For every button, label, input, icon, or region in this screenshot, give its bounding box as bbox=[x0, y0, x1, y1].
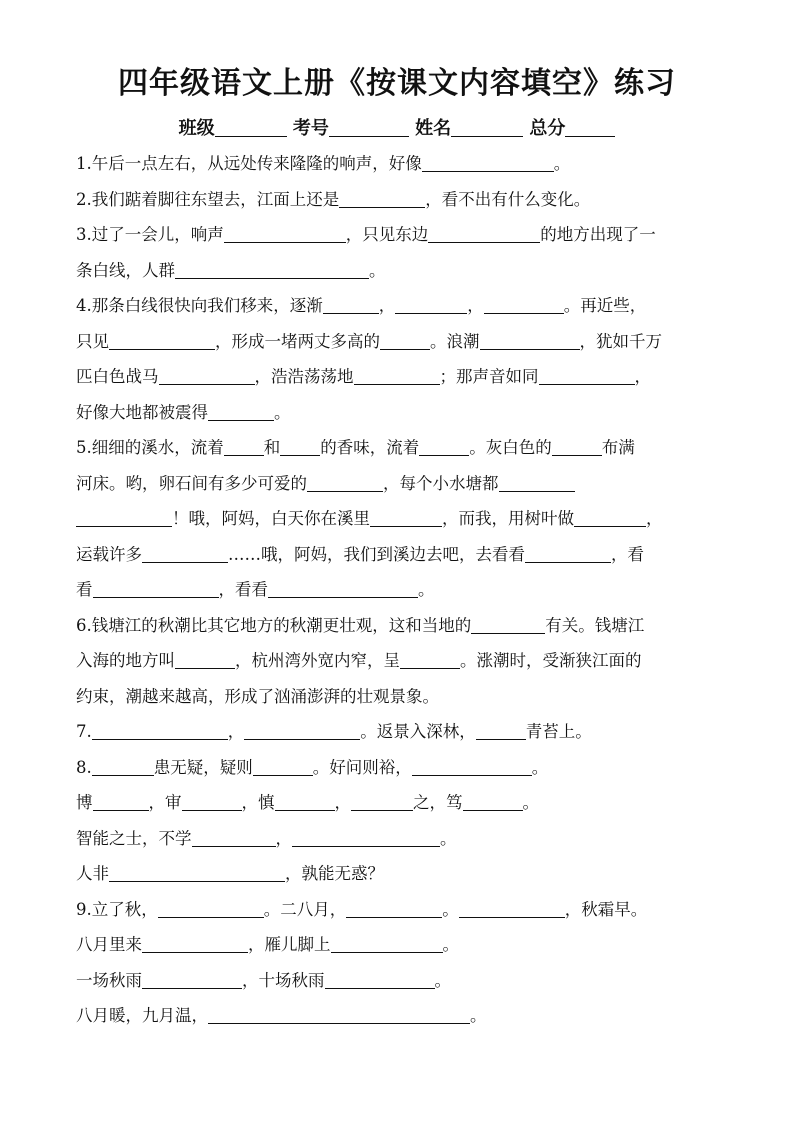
question-4-cont bbox=[76, 359, 726, 395]
question-text: 。再近些， bbox=[563, 296, 647, 315]
question-text: ，审 bbox=[148, 793, 182, 812]
question-text: 。 bbox=[418, 580, 435, 599]
question-text: 条白线，人群 bbox=[76, 260, 175, 280]
question-7 bbox=[76, 714, 726, 750]
question-9 bbox=[76, 892, 726, 928]
question-9-cont bbox=[76, 963, 726, 999]
question-text: 3.过了一会儿，响声 bbox=[76, 225, 224, 244]
question-8-cont bbox=[76, 785, 726, 821]
question-text: ，雁儿脚上 bbox=[248, 935, 331, 954]
fill-blank[interactable] bbox=[400, 648, 460, 669]
student-info-header bbox=[0, 114, 794, 140]
fill-blank[interactable] bbox=[380, 329, 430, 350]
question-text: ，十场秋雨 bbox=[242, 970, 325, 990]
question-text: 。涨潮时，受渐狭江面的 bbox=[460, 651, 642, 670]
question-9-cont bbox=[76, 998, 726, 1034]
question-text: 运载许多 bbox=[76, 544, 142, 564]
question-text: 。浪潮 bbox=[430, 331, 480, 351]
question-4-cont bbox=[76, 324, 726, 360]
question-text: ，孰能无惑？ bbox=[285, 864, 384, 883]
question-text: 。 bbox=[553, 154, 571, 173]
fill-blank[interactable] bbox=[370, 506, 442, 527]
fill-blank[interactable] bbox=[463, 790, 523, 811]
question-4 bbox=[76, 288, 726, 324]
class-blank[interactable] bbox=[215, 118, 287, 137]
fill-blank[interactable] bbox=[182, 790, 242, 811]
question-text: ；那声音如同 bbox=[439, 367, 539, 386]
question-text: ， bbox=[467, 296, 484, 315]
question-text: ！哦，阿妈，白天你在溪里 bbox=[172, 509, 370, 528]
fill-blank[interactable] bbox=[244, 719, 360, 740]
question-text: ，慎 bbox=[241, 793, 275, 812]
question-text: 。 bbox=[442, 935, 459, 954]
fill-blank[interactable] bbox=[484, 293, 564, 314]
fill-blank[interactable] bbox=[395, 293, 467, 314]
fill-blank[interactable] bbox=[109, 329, 215, 350]
fill-blank[interactable] bbox=[142, 542, 228, 563]
question-text: 9.立了秋， bbox=[76, 899, 158, 919]
fill-blank[interactable] bbox=[93, 790, 149, 811]
question-text: 。 bbox=[274, 402, 291, 422]
question-text: ， bbox=[378, 296, 396, 315]
fill-blank[interactable] bbox=[109, 861, 285, 882]
question-text: 入海的地方叫 bbox=[76, 651, 175, 670]
fill-blank[interactable] bbox=[419, 435, 469, 456]
fill-blank[interactable] bbox=[323, 293, 379, 314]
fill-blank[interactable] bbox=[339, 187, 425, 208]
question-text: 。 bbox=[440, 828, 457, 848]
question-8-cont bbox=[76, 856, 726, 892]
fill-blank[interactable] bbox=[428, 222, 540, 243]
question-text: 有关。钱塘江 bbox=[545, 615, 645, 635]
question-text: 。 bbox=[531, 757, 549, 777]
question-8 bbox=[76, 750, 726, 786]
fill-blank[interactable] bbox=[208, 400, 274, 421]
question-text: ，看看 bbox=[218, 580, 268, 599]
question-5 bbox=[76, 430, 726, 466]
question-text: ， bbox=[275, 828, 292, 848]
fill-blank[interactable] bbox=[351, 790, 413, 811]
question-text: 博 bbox=[76, 793, 93, 812]
fill-blank[interactable] bbox=[331, 932, 443, 953]
exam-number-label: 考号 bbox=[292, 118, 329, 139]
question-text: ，浩浩荡荡地 bbox=[254, 367, 354, 386]
question-text: 约束，潮越来越高，形成了汹涌澎湃的壮观景象。 bbox=[76, 686, 439, 706]
fill-blank[interactable] bbox=[93, 577, 219, 598]
question-text: 5.细细的溪水，流着 bbox=[76, 438, 224, 457]
fill-blank[interactable] bbox=[224, 435, 264, 456]
question-text: ， bbox=[634, 367, 651, 386]
fill-blank[interactable] bbox=[422, 151, 554, 172]
question-text: 2.我们踮着脚往东望去，江面上还是 bbox=[76, 189, 340, 209]
fill-blank[interactable] bbox=[476, 719, 526, 740]
question-text: ，形成一堵两丈多高的 bbox=[215, 331, 380, 351]
fill-blank[interactable] bbox=[175, 258, 369, 279]
exam-number-blank[interactable] bbox=[329, 118, 409, 137]
fill-blank[interactable] bbox=[525, 542, 611, 563]
question-text: ， bbox=[334, 793, 351, 812]
question-text: ，杭州湾外宽内窄，呈 bbox=[235, 651, 400, 670]
question-text: ，只见东边 bbox=[345, 225, 429, 244]
question-text: 。好问则裕， bbox=[312, 757, 412, 777]
question-9-cont bbox=[76, 927, 726, 963]
fill-blank[interactable] bbox=[574, 506, 646, 527]
fill-blank[interactable] bbox=[76, 506, 172, 527]
fill-blank[interactable] bbox=[280, 435, 320, 456]
question-text: 4.那条白线很快向我们移来，逐渐 bbox=[76, 296, 323, 315]
question-text: ……哦，阿妈，我们到溪边去吧，去看看 bbox=[228, 544, 525, 564]
question-text: ，看不出有什么变化。 bbox=[425, 189, 591, 209]
question-text: 。二八月， bbox=[263, 899, 347, 919]
question-text: 。 bbox=[434, 970, 451, 990]
question-text: 1.午后一点左右，从远处传来隆隆的响声，好像 bbox=[76, 154, 422, 173]
name-label: 姓名 bbox=[415, 118, 452, 139]
name-blank[interactable] bbox=[451, 118, 523, 137]
question-text: 匹白色战马 bbox=[76, 367, 159, 386]
question-text: 之，笃 bbox=[413, 793, 463, 812]
question-text: 。 bbox=[470, 1006, 487, 1025]
question-text: 。返景入深林， bbox=[360, 722, 476, 741]
fill-blank[interactable] bbox=[459, 897, 565, 918]
question-text: 一场秋雨 bbox=[76, 970, 142, 990]
question-6 bbox=[76, 608, 726, 644]
fill-blank[interactable] bbox=[175, 648, 235, 669]
question-text: 八月里来 bbox=[76, 935, 142, 954]
page-title: 四年级语文上册《按课文内容填空》练习 bbox=[118, 66, 676, 101]
fill-blank[interactable] bbox=[159, 364, 255, 385]
fill-blank[interactable] bbox=[142, 932, 248, 953]
class-label: 班级 bbox=[178, 118, 215, 139]
fill-blank[interactable] bbox=[412, 755, 532, 776]
fill-blank[interactable] bbox=[292, 826, 440, 847]
fill-blank[interactable] bbox=[253, 755, 313, 776]
question-text: 青苔上。 bbox=[525, 722, 592, 741]
question-text: 。 bbox=[442, 899, 459, 919]
fill-blank[interactable] bbox=[224, 222, 346, 243]
question-5-cont bbox=[76, 501, 726, 537]
fill-blank[interactable] bbox=[275, 790, 335, 811]
question-3-cont bbox=[76, 253, 726, 289]
question-5-cont bbox=[76, 572, 726, 608]
fill-blank[interactable] bbox=[471, 613, 545, 634]
question-text: 智能之士，不学 bbox=[76, 828, 192, 848]
fill-blank[interactable] bbox=[346, 897, 442, 918]
score-blank[interactable] bbox=[565, 118, 615, 137]
fill-blank[interactable] bbox=[539, 364, 635, 385]
question-text: 7. bbox=[76, 722, 92, 741]
question-6-cont bbox=[76, 679, 726, 715]
question-text: 人非 bbox=[76, 864, 109, 883]
question-text: 患无疑，疑则 bbox=[153, 757, 253, 777]
question-1 bbox=[76, 146, 726, 182]
fill-blank[interactable] bbox=[142, 968, 242, 989]
question-text: 只见 bbox=[76, 331, 109, 351]
questions bbox=[76, 146, 726, 1034]
fill-blank[interactable] bbox=[92, 755, 154, 776]
question-6-cont bbox=[76, 643, 726, 679]
fill-blank[interactable] bbox=[325, 968, 435, 989]
question-text: ，每个小水塘都 bbox=[383, 473, 499, 493]
fill-blank[interactable] bbox=[158, 897, 264, 918]
question-text: 八月暖，九月温， bbox=[76, 1006, 208, 1025]
question-text: 布满 bbox=[601, 438, 635, 457]
question-text: 。 bbox=[369, 260, 386, 280]
fill-blank[interactable] bbox=[268, 577, 418, 598]
question-5-cont bbox=[76, 466, 726, 502]
question-text: ，犹如千万 bbox=[579, 331, 662, 351]
fill-blank[interactable] bbox=[208, 1003, 470, 1024]
question-text: ， bbox=[646, 509, 663, 528]
score-label: 总分 bbox=[529, 118, 566, 139]
fill-blank[interactable] bbox=[192, 826, 276, 847]
question-text: ，秋霜早。 bbox=[564, 899, 648, 919]
question-2 bbox=[76, 182, 726, 218]
question-text: 好像大地都被震得 bbox=[76, 402, 208, 422]
fill-blank[interactable] bbox=[92, 719, 228, 740]
fill-blank[interactable] bbox=[499, 471, 575, 492]
question-text: 。 bbox=[522, 793, 539, 812]
question-5-cont bbox=[76, 537, 726, 573]
fill-blank[interactable] bbox=[552, 435, 602, 456]
question-3 bbox=[76, 217, 726, 253]
fill-blank[interactable] bbox=[480, 329, 580, 350]
question-text: 的地方出现了一 bbox=[540, 225, 656, 244]
question-text: ，看 bbox=[611, 544, 644, 564]
question-text: 和 bbox=[263, 438, 281, 457]
question-text: 的香味，流着 bbox=[320, 438, 420, 457]
fill-blank[interactable] bbox=[307, 471, 383, 492]
question-text: 6.钱塘江的秋潮比其它地方的秋潮更壮观，这和当地的 bbox=[76, 615, 472, 635]
fill-blank[interactable] bbox=[354, 364, 440, 385]
question-8-cont bbox=[76, 821, 726, 857]
question-text: 8. bbox=[76, 757, 92, 777]
question-text: 。灰白色的 bbox=[469, 438, 552, 457]
question-text: 河床。哟，卵石间有多少可爱的 bbox=[76, 473, 307, 493]
question-text: ， bbox=[227, 722, 245, 741]
question-text: 看 bbox=[76, 580, 93, 599]
question-4-cont bbox=[76, 395, 726, 431]
question-text: ，而我，用树叶做 bbox=[442, 509, 574, 528]
